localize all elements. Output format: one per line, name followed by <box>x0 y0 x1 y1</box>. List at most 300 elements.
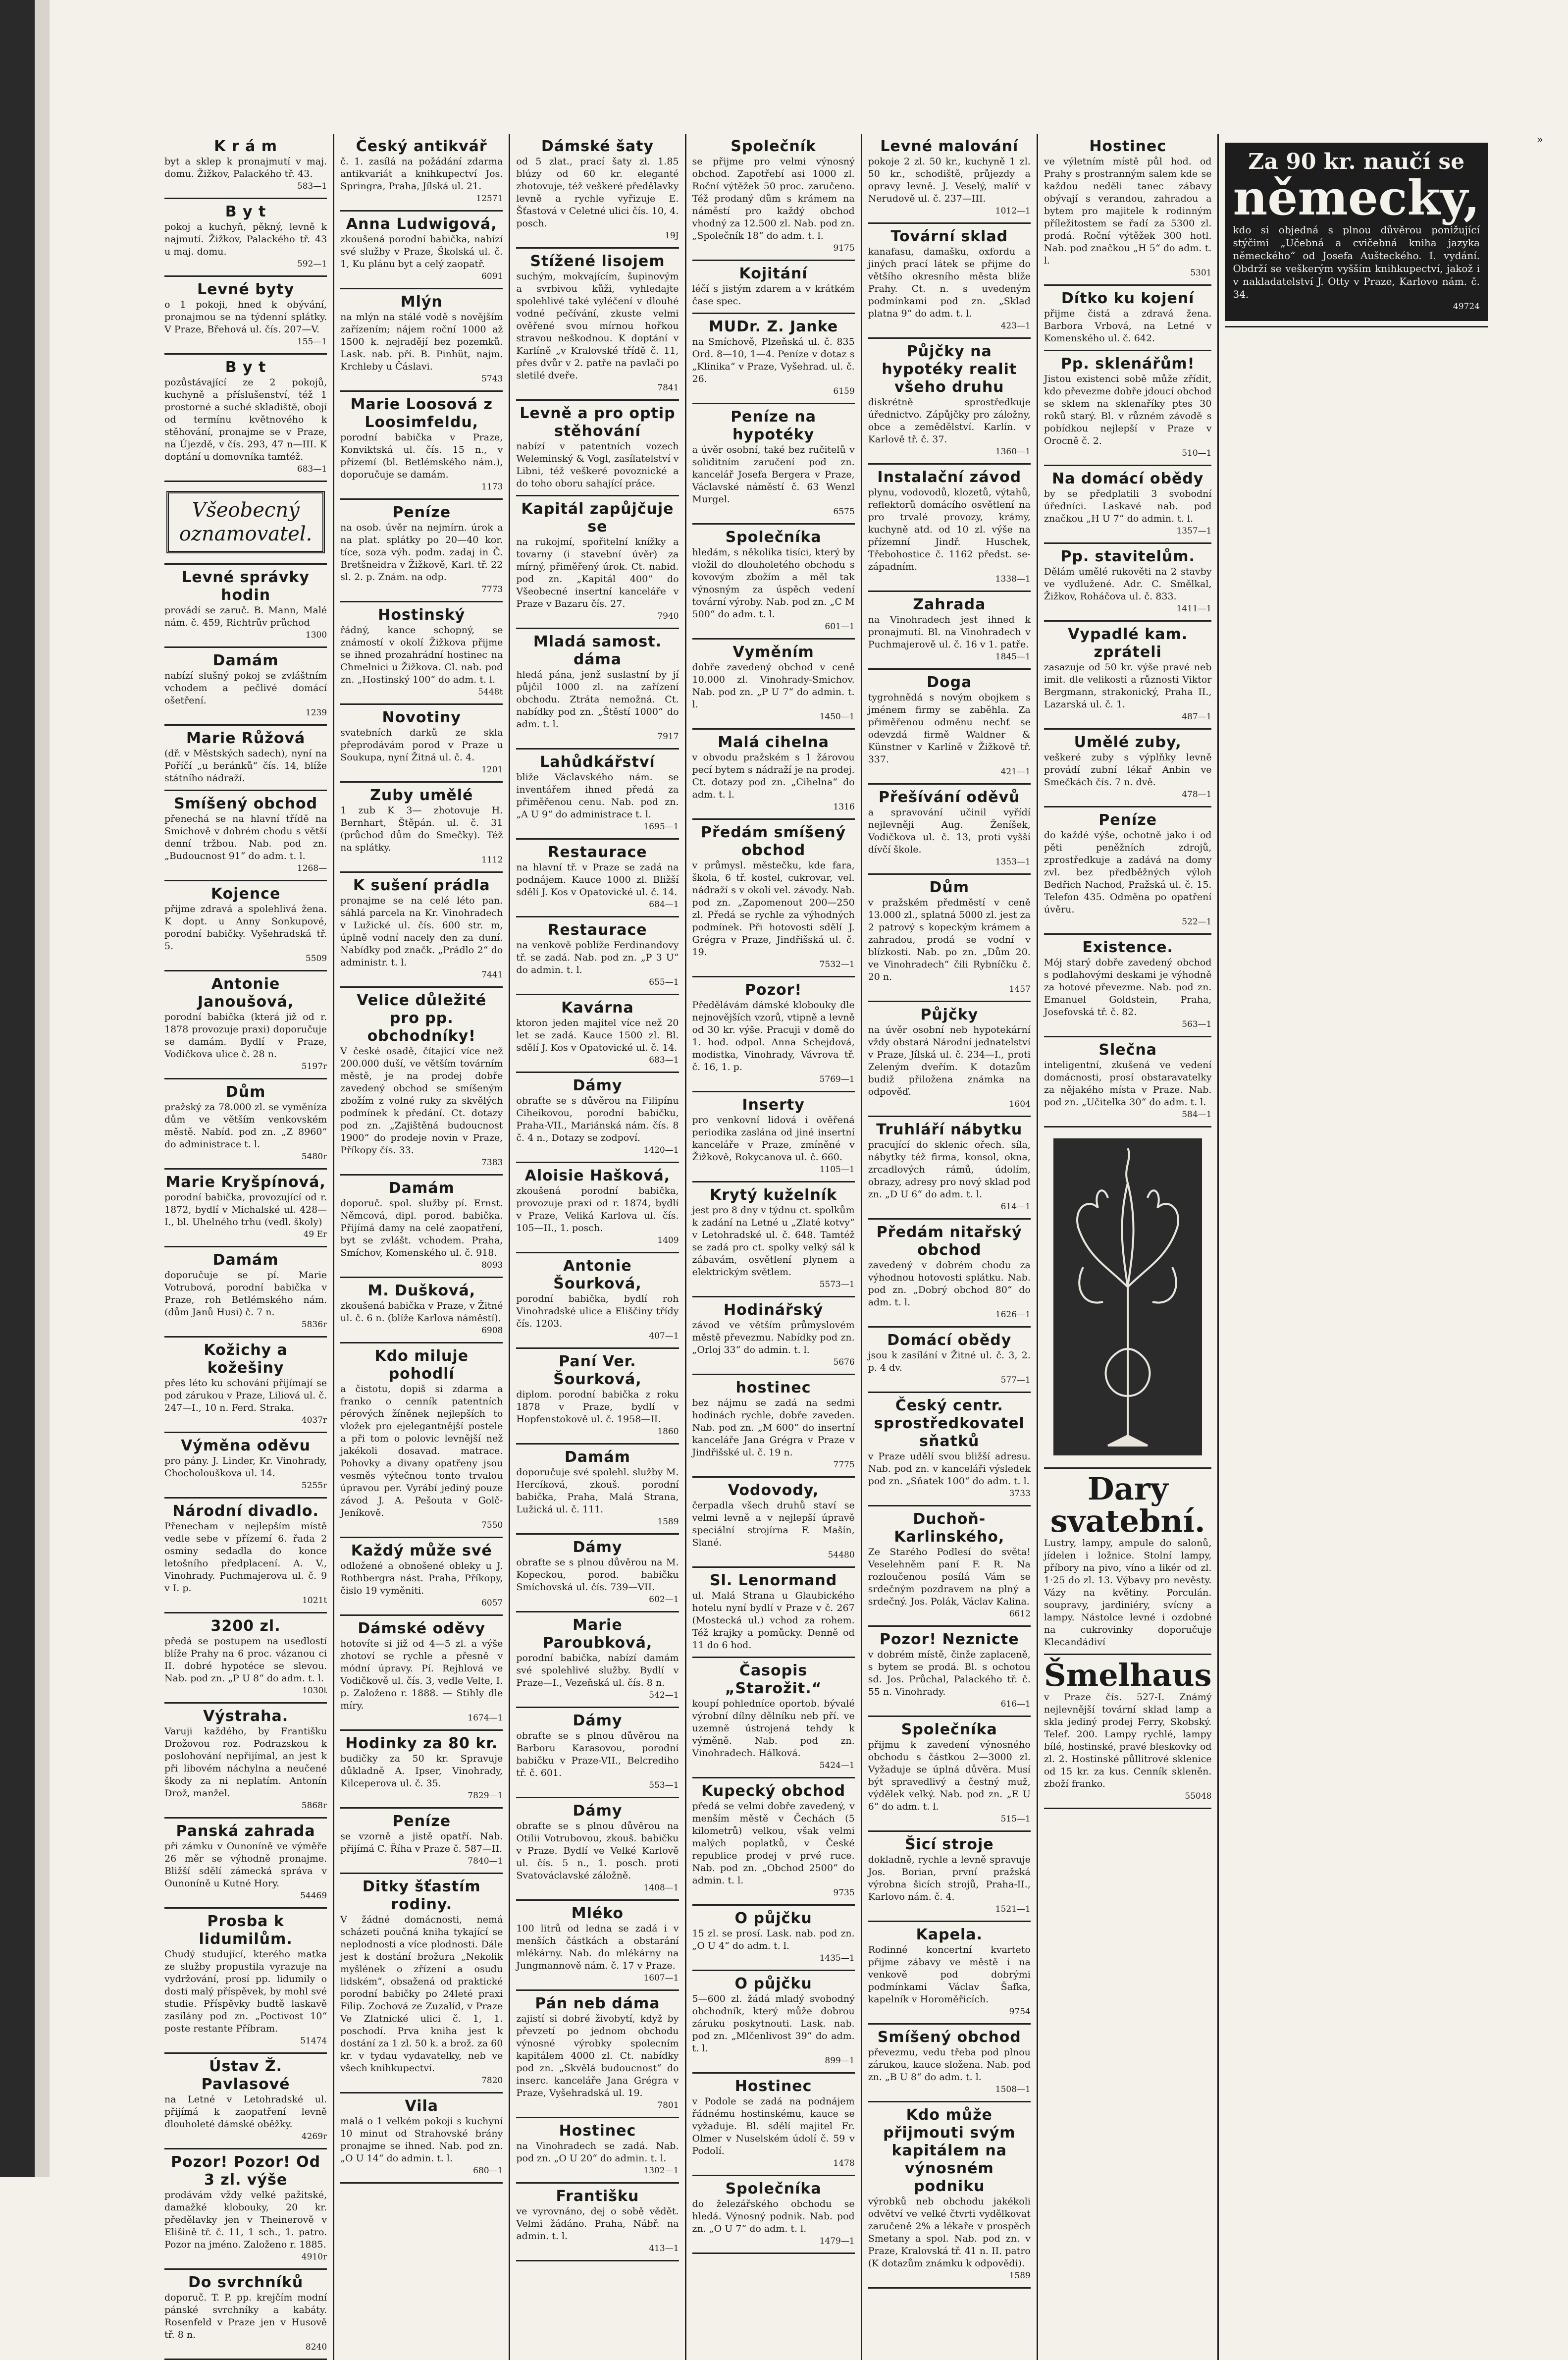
ad-heading: Slečna <box>1098 1041 1157 1059</box>
ad-heading: Hostinec <box>1089 138 1166 155</box>
classified-ad <box>516 1991 679 2118</box>
ad-reference-number: 5743 <box>481 374 503 384</box>
ad-reference-number: 8093 <box>481 1260 503 1270</box>
ad-reference-number: 9175 <box>833 243 855 253</box>
classified-ad <box>868 1328 1031 1393</box>
ad-reference-number: 5676 <box>833 1357 855 1367</box>
ad-text: do každé výše, ochotně jako i od pěti peněžních zdrojů, zprostředkuje a zadává na domy zvl. bez předběžných výloh Bedřich Nachod, Pražská ul. č. 15. Telefon 435. Odměna po opatření úvěru. <box>1044 830 1212 915</box>
ad-heading: Domácí obědy <box>887 1332 1012 1349</box>
classified-ad <box>692 1092 855 1182</box>
ad-reference-number: 1112 <box>481 855 503 865</box>
classified-ad <box>868 670 1031 785</box>
classified-ad <box>868 1506 1031 1627</box>
ad-reference-number: 683—1 <box>649 1055 679 1065</box>
ad-text: a čistotu, dopiš si zdarma a franko o cenník patentních pérových žíněnek nejlepších to vložek pro ejelegantnější postele a při tom o polovic levnější než jakékoli dosavad. matrace. Pohovky a divany opatřeny jsou vesměs výtečnou tonto trvalou úpravou per. Vyrábí jediný pouze závod J. A. Pešouta v Golč-Jeníkově. <box>340 1384 503 1518</box>
ad-heading: Časopis „Starožit.“ <box>725 1662 822 1697</box>
ad-reference-number: 6091 <box>481 271 503 281</box>
ad-column-1 <box>158 134 334 2360</box>
ad-heading: Na domácí obědy <box>1051 470 1204 487</box>
ad-reference-number: 1695—1 <box>643 822 679 832</box>
ad-heading: Instalační závod <box>877 469 1022 486</box>
ad-heading: Šicí stroje <box>904 1836 994 1853</box>
ad-heading: Krytý kuželník <box>710 1186 837 1204</box>
ad-reference-number: 1589 <box>657 1517 679 1527</box>
ad-heading: Sl. Lenormand <box>709 1572 837 1589</box>
classified-ad <box>164 199 327 277</box>
classified-ad <box>164 1247 327 1338</box>
ad-text: doporuč. spol. služby pí. Ernst. Němcová, dipl. porod. babička. Přijímá damy na celé zaopatření, byt se zvlášt. vchodem. Praha, Smíchov, Komenského ul. č. 918. <box>340 1198 503 1258</box>
classified-ad <box>692 2074 855 2176</box>
ad-text: (dř. v Městských sadech), nyní na Poříčí „u beránků“ čís. 14, blíže státního nádraží. <box>164 748 327 784</box>
ad-text: pro pány. J. Linder, Kr. Vinohrady, Chocholouškova ul. 14. <box>164 1455 327 1479</box>
ad-heading: Národní divadlo. <box>172 1502 319 1520</box>
classified-ad <box>516 1612 679 1708</box>
ad-reference-number: 7820 <box>481 2076 503 2086</box>
ad-text: doporučuje své spolehl. služby M. Hercíková, zkouš. porodní babička, Praha, Malá Strana, Lužická ul. č. 111. <box>516 1467 679 1515</box>
ad-heading: Levné byty <box>197 281 295 298</box>
ad-text: Přenecham v nejlepším místě vedle sebe v přízemí 6. řada 2 osminy sedadla do konce letošního předplacení. A. V., Vinohrady. Puchmajerova ul. č. 9 v I. p. <box>164 1521 327 1594</box>
ad-reference-number: 1021t <box>302 1596 327 1606</box>
classified-ad <box>516 1535 679 1612</box>
classified-ad <box>868 1627 1031 1717</box>
ad-text: inteligentní, zkušená ve vedení domácnosti, prosí obstaravatelky za nějakého místa v Praze. Nab. pod zn. „Učitelka 30“ do adm. t. l. <box>1044 1060 1212 1108</box>
ad-heading: Mlýn <box>400 293 443 311</box>
ad-heading: Pp. sklenářům! <box>1060 355 1195 373</box>
ad-text: Ze Starého Podlesí do světa! Veselehněm paní F. R. Na rozloučenou posílá Vám se srdečným pozdravem na plný a srdečný. Jos. Polák, Václav Kalina. <box>868 1547 1031 1607</box>
ad-heading: 3200 zl. <box>210 1617 281 1635</box>
ad-heading: Paní Ver. Šourková, <box>553 1353 642 1388</box>
ad-text: 15 zl. se prosí. Lask. nab. pod zn. „O U 4“ do adm. t. l. <box>692 1928 855 1951</box>
ad-text: zajistí si dobré živobytí, když by převzetí po jednom obchodu výnosné výrobky spolecním kapitálem 4000 zl. Ct. nabídky pod zn. „Skvělá budoucnost“ do inserc. kanceláře Jana Grégra v Praze, Vyšehradská ul. 19. <box>516 2013 679 2098</box>
ad-text: na Smíchově, Plzeňská ul. č. 835 Ord. 8—10, 1—4. Peníze v dotaz s „Klinika“ v Praze, Vyšehrad. ul. č. 26. <box>692 336 855 384</box>
ad-heading: Kavárna <box>561 999 634 1017</box>
classified-ad <box>164 355 327 482</box>
ad-text: na úvěr osobní neb hypotekární vždy obstará Národní jednatelství v Praze, Jílská ul. č. 234—I., proti Zeleným dveřím. K dotazům budiž přiložena známka na odpověď. <box>868 1024 1031 1097</box>
ad-text: diskrétně sprostředkuje úřednictvo. Zápůjčky pro záložny, obce a zemědělství. Karlín. v Karlově tř. č. 37. <box>868 397 1031 445</box>
ad-reference-number: 7917 <box>657 732 679 742</box>
ad-heading: M. Dušková, <box>367 1282 476 1299</box>
classified-ad <box>692 1658 855 1778</box>
ad-reference-number: 1357—1 <box>1176 526 1212 536</box>
ad-heading: Do svrchníků <box>188 2274 304 2291</box>
ad-text: budičky za 50 kr. Spravuje důkladně A. Ipser, Vinohrady, Kilceperova ul. č. 35. <box>340 1753 503 1789</box>
ad-text: nabízí v patentních vozech Weleminský & Vogl, zasílatelství v Libni, též veškeré povoznické a do toho oboru sahající práce. <box>516 441 679 489</box>
ad-columns <box>158 134 1494 2352</box>
ad-reference-number: 1604 <box>1009 1099 1031 1109</box>
classified-ad <box>1044 622 1212 730</box>
classified-ad <box>868 224 1031 339</box>
classified-ad <box>516 917 679 995</box>
ad-reference-number: 6612 <box>1009 1609 1031 1619</box>
ad-text: čerpadla všech druhů staví se velmi levně a v nejlepší úpravě speciální strojírna F. Mašín, Slané. <box>692 1500 855 1548</box>
ad-reference-number: 5197r <box>301 1062 327 1072</box>
ad-text: veškeré zuby s výplňky levně provádí zubní lékař Anbin ve Smečkách čís. 7 n. dvě. <box>1044 752 1212 788</box>
ad-reference-number: 1435—1 <box>819 1953 855 1963</box>
classified-ad <box>1044 1469 1212 1655</box>
classified-ad <box>516 2118 679 2184</box>
ad-column-7 <box>1219 134 1494 2360</box>
ad-reference-number: 563—1 <box>1182 1019 1212 1029</box>
classified-ad <box>692 1778 855 1906</box>
classified-ad <box>1044 351 1212 466</box>
ad-text: ve vyrovnáno, dej o sobě vědět. Velmi žádáno. Praha, Nábř. na admin. t. l. <box>516 2206 679 2242</box>
ad-reference-number: 1338—1 <box>995 574 1031 584</box>
ad-text: a úvěr osobní, také bez ručitelů v soliditním zaručení pod zn. kancelář Josefa Bergera v Praze, Václavské náměstí č. 63 Wenzl Murgel. <box>692 444 855 505</box>
ad-heading: Peníze <box>1098 811 1157 829</box>
ad-text: na hlavní tř. v Praze se zadá na podnájem. Kauce 1000 zl. Bližší sdělí J. Kos v Opatovické ul. č. 14. <box>516 862 679 898</box>
classified-ad <box>692 314 855 404</box>
ad-text: do železářského obchodu se hledá. Výnosný podnik. Nab. pod zn. „O U 7“ do adm. t. l. <box>692 2199 855 2234</box>
ad-heading: Anna Ludwigová, <box>346 215 497 233</box>
ad-reference-number: 616—1 <box>1000 1699 1031 1709</box>
ad-text: doporučuje se pí. Marie Votrubová, porodní babička v Praze, roh Betlémského nám. (dům Janů Husi) č. 7 n. <box>164 1270 327 1318</box>
classified-ad <box>692 1906 855 1971</box>
classified-ad <box>1044 1655 1212 1809</box>
ad-text: bliže Václavského nám. se inventářem ihned předá za přiměřenou cenu. Nab. pod zn. „A U 9“ do administrace t. l. <box>516 772 679 820</box>
ad-text: závod ve větším průmyslovém městě převezmu. Nabídky pod zn. „Orloj 33“ do admin. t. l. <box>692 1320 855 1355</box>
classified-ad <box>692 404 855 525</box>
ad-reference-number: 602—1 <box>649 1595 679 1605</box>
ad-heading: Výstraha. <box>203 1708 289 1725</box>
ad-reference-number: 407—1 <box>649 1331 679 1341</box>
ad-text: pronajme se na celé léto pan. sáhlá parcela na Kr. Vinohradech v Lužické ul. čís. 600 str. m, úplně vodní nacely den za duní. Nabídky pod značk. „Prádlo 2“ do administr. t. l. <box>340 895 503 968</box>
ad-text: Jistou existenci sobě může zřídit, kdo převezme dobře jdoucí obchod se sklem na sklenaříky ptes 30 roků starý. Bl. v různém závodě s pobídkou nejlepší v Praze v Orocně č. 2. <box>1044 374 1212 446</box>
ad-reference-number: 1012—1 <box>995 206 1031 216</box>
classified-ad <box>164 726 327 791</box>
ad-text: 1 zub K 3— zhotovuje H. Bernhart, Štěpán. ul. č. 31 (průchod dům do Smečky). Též na splátky. <box>340 805 503 853</box>
ad-heading: Stížené lisojem <box>530 253 665 270</box>
ad-text: 100 litrů od ledna se zadá i v menších částkách a obstarání mlékárny. Nab. do mlékárny na Jungmannově nám. č. 17 v Praze. <box>516 1923 679 1971</box>
classified-ad <box>692 1375 855 1478</box>
classified-ad <box>164 1499 327 1613</box>
ad-reference-number: 5769—1 <box>819 1074 855 1084</box>
ad-reference-number: 1302—1 <box>643 2166 679 2176</box>
ad-text: obraťte se s plnou důvěrou na M. Kopeckou, porod. babičku Smíchovská ul. čís. 739—VII. <box>516 1557 679 1593</box>
ad-heading: Hodinky za 80 kr. <box>345 1735 498 1752</box>
classified-ad <box>868 1393 1031 1506</box>
ad-column-4 <box>686 134 862 2360</box>
ad-text: zkoušená porodní babička, nabízí své služby v Praze, Školská ul. č. 1, Ku plánu byt a celý zaopatř. <box>340 234 503 269</box>
ad-heading: Damám <box>388 1180 455 1197</box>
classified-ad <box>516 1073 679 1163</box>
ad-reference-number: 1478 <box>833 2158 855 2168</box>
classified-ad <box>692 1297 855 1375</box>
ad-reference-number: 6575 <box>833 507 855 517</box>
ad-reference-number: 5424—1 <box>819 1761 855 1770</box>
ad-reference-number: 54480 <box>828 1550 855 1560</box>
ad-heading: Dámy <box>573 1712 623 1729</box>
classified-ad <box>340 1176 503 1278</box>
german-course-ad <box>1225 143 1488 321</box>
ad-text: přijme zdravá a spolehlivá žena. K dopt. u Anny Sonkupové, porodní babičky. Vyšehradská tř. 5. <box>164 904 327 952</box>
ad-reference-number: 6159 <box>833 386 855 396</box>
ad-reference-number: 1300 <box>305 630 327 640</box>
ad-text: hledá pána, jenž suslastní by jí půjčil 1000 zl. na zařízení obchodu. Ztráta nemožná. Ct. nabídky pod zn. „Štěstí 1000“ do adm. t. l. <box>516 669 679 730</box>
ad-reference-number: 1626—1 <box>995 1310 1031 1320</box>
ad-text: ktoron jeden majitel více než 20 let se zadá. Kauce 1500 zl. Bl. sdělí J. Kos v Opatovické ul. č. 14. <box>516 1018 679 1053</box>
ad-text: hotovíte si již od 4—5 zl. a výše zhotoví se rychle a přesně v módní úpravy. Pí. Rejhlová ve Vodičkově ul. čís. 3, vedle Velte, I. p. Založeno r. 1888. — Stihly dle míry. <box>340 1638 503 1711</box>
ad-heading: B y t <box>225 359 266 376</box>
ad-heading: Dámy <box>573 1802 623 1820</box>
ad-heading: Předám nitařský obchod <box>876 1224 1022 1259</box>
ad-text: jsou k zasílání v Žitné ul. č. 3, 2. p. 4 dv. <box>868 1350 1031 1373</box>
ad-text: byt a sklep k pronajmutí v maj. domu. Žižkov, Palackého tř. 43. <box>164 156 327 179</box>
ad-text: V české osadě, čítající více než 200.000 duší, ve větším továrním městě, je na prodej dobře zavedený obchod se smíšeným zbožím z volné ruky za skvělých podmínek k předání. Ct. dotazy pod zn. „Zajištěná budoucnost 1900“ do prodeje novin v Praze, Příkopy čís. 33. <box>340 1046 503 1156</box>
ad-heading: Damám <box>564 1448 630 1466</box>
classified-ad <box>340 1616 503 1731</box>
ad-heading: Pp. stavitelům. <box>1060 548 1195 565</box>
ad-text: pro venkovní lidová i ověřená periodika zaslána od jiné insertní kanceláře v Praze, zmíněné v Žižkově, Rokycanova ul. č. 660. <box>692 1115 855 1163</box>
ad-text: na venkově poblíže Ferdinandovy tř. se zadá. Nab. pod zn. „P 3 U“ do admin. t. l. <box>516 940 679 975</box>
classified-ad <box>868 2025 1031 2102</box>
classified-ad <box>1044 1127 1212 1469</box>
ad-text: na osob. úvěr na nejmírn. úrok a na plat. splátky po 20—40 kor. tíce, soza výh. podm. zadaj in Č. Bretšneidra v Žižkově, Karl. tř. 22 sl. 2. p. Znám. na odp. <box>340 522 503 583</box>
classified-ad <box>164 1613 327 1704</box>
ad-reference-number: 1411—1 <box>1176 604 1212 614</box>
ad-text: předá se velmi dobře zavedený, v menším městě v Čechách (5 kilometrů) velkou, však velmi malých poplatků, v České republice prodej v prvé ruce. Nab. pod zn. „Obchod 2500“ do admin. t. l. <box>692 1801 855 1886</box>
classified-ad <box>516 750 679 840</box>
ad-heading: Pán neb dáma <box>535 1995 660 2012</box>
classified-ad <box>516 629 679 750</box>
ad-text: č. 1. zasílá na požádání zdarma antikvariát a knihkupectví Jos. Springra, Praha, Jílská ul. 21. <box>340 156 503 192</box>
glassware-illustration <box>1044 1138 1212 1455</box>
ad-heading: Společníka <box>725 529 822 546</box>
ad-reference-number: 515—1 <box>1000 1814 1031 1824</box>
ad-reference-number: 4910r <box>301 2252 327 2262</box>
ad-heading: Dámy <box>573 1077 623 1094</box>
ad-text: ve výletním místě půl hod. od Prahy s prostranným salem kde se každou neděli tanec zábavy obývají s verandou, zahradou a bytem pro majitele k rodinným příležitostem se řadí za 5300 zl. prodá. Roční výtěžek 300 hotl. Nab. pod značkou „H 5“ do adm. t. l. <box>1044 156 1212 266</box>
ad-reference-number: 1408—1 <box>643 1883 679 1893</box>
ad-reference-number: 487—1 <box>1182 712 1212 722</box>
ad-heading: Smíšený obchod <box>877 2029 1021 2046</box>
ad-heading: Antonie Janoušová, <box>197 975 294 1011</box>
ad-reference-number: 1607—1 <box>643 1973 679 1983</box>
ad-heading: Vila <box>405 2097 439 2115</box>
classified-ad <box>868 134 1031 224</box>
ad-reference-number: 5573—1 <box>819 1280 855 1289</box>
ad-text: přenechá se na hlavní třídě na Smíchově v dobrém chodu s větší denní tržbou. Nab. pod zn. „Budoucnost 91“ do adm. t. l. <box>164 813 327 861</box>
ad-heading: Marie Kryšpínová, <box>165 1174 326 1191</box>
ad-heading: Doga <box>927 674 972 691</box>
classified-ad <box>516 1253 679 1349</box>
classified-ad <box>340 602 503 705</box>
ad-text: V žádné domácnosti, nemá scházeti poučná kniha tykající se neplodnosti a více plodnosti. Dále jest k dostání brožura „Nekolik myšlének o zřízení a osudu lidském“, obsažená od praktické porodní babičky po 24leté praxi Filip. Zochová ze Zuzalíd, v Praze Ve Zlatnické ulici č. 1, 1. poschodí. Prva kniha jest k dostání za 1 zl. 50 k. a brož. za 60 kr. v tydau vydavatelky, neb ve všech knihkupectví. <box>340 1914 503 2074</box>
ad-reference-number: 1521—1 <box>995 1904 1031 1914</box>
ad-reference-number: 1316 <box>833 802 855 812</box>
ad-heading: Peníze <box>392 1813 451 1830</box>
ad-heading: Duchoň-Karlinského, <box>894 1510 1005 1546</box>
classified-ad <box>340 1343 503 1538</box>
ad-reference-number: 899—1 <box>825 2056 855 2066</box>
ad-heading: Společníka <box>901 1721 997 1738</box>
ad-text: přijmu k zavedení výnosného obchodu s částkou 2—3000 zl. Vyžaduje se úplná důvěra. Musí být spravedlivý a čestný muž, výdělek velký. Nab. pod zn. „E U 6“ do adm. t. l. <box>868 1739 1031 1812</box>
ad-reference-number: 19J <box>665 231 679 241</box>
ad-text: řádný, kance schopný, se známostí v okolí Žižkova přijme se ihned prozahrádní hostinec na Chmelnici u Žižkova. Cl. nab. pod zn. „Hostinský 100“ do adm. t. l. <box>340 625 503 685</box>
ad-heading: Hostinský <box>378 606 466 624</box>
ad-reference-number: 542—1 <box>649 1690 679 1700</box>
ad-heading: Aloisie Hašková, <box>524 1167 671 1184</box>
classified-ad <box>340 212 503 289</box>
classified-ad <box>692 1568 855 1658</box>
classified-ad <box>516 2184 679 2261</box>
ad-heading: Mladá samost. dáma <box>533 633 662 668</box>
ad-text: ul. Malá Strana u Glaubického hotelu nyní bydlí v Praze v č. 267 (Mostecká ul.) vchod za rohem. Též krajky a pomůcky. Denně od 11 do 6 hod. <box>692 1590 855 1651</box>
ad-text: převezmu, vedu třeba pod plnou zárukou, kauce složena. Nab. pod zn. „B U 8“ do adm. t. l. <box>868 2047 1031 2083</box>
ad-reference-number: 1239 <box>305 708 327 718</box>
ad-reference-number: 583—1 <box>297 181 327 191</box>
ad-reference-number: 1409 <box>657 1235 679 1245</box>
ad-text: od 5 zlat., prací šaty zl. 1.85 blúzy od 60 kr. eleganté zhotovuje, též veškeré předělavky levně a rychle vyřizuje E. Šťastová v Celetné ulici čís. 10, 4. posch. <box>516 156 679 229</box>
ad-reference-number: 7829—1 <box>468 1791 503 1801</box>
ad-heading: Zuby umělé <box>370 787 473 804</box>
ad-text: koupí pohledníce oportob. bývalé výrobní dílny dělníku neb pří. ve uzemně ústrojená tehdy k výměně. Nab. pod zn. Vinohradech. Hálková. <box>692 1698 855 1759</box>
ad-heading: Levné malování <box>880 138 1019 155</box>
ad-text: kdo si objedná s plnou důvěrou ponižující stýčimi „Učebná a cvičebná kniha jazyka německého“ od Josefa Aušteckého. I. vydání. Obdrží se veškerým vyšším knihkupectví, jakož i v nakladatelství J. Otty v Praze, Karlovo nám. č. 34. <box>1233 223 1480 300</box>
classified-ad <box>164 2270 327 2360</box>
ad-reference-number: 7801 <box>657 2100 679 2110</box>
page-mark: » <box>1536 134 1543 146</box>
ad-text: se vzorně a jistě opatří. Nab. přijímá C. Říha v Praze č. 587—II. <box>340 1831 503 1854</box>
ad-reference-number: 1508—1 <box>995 2085 1031 2094</box>
ad-heading: Damám <box>212 1251 279 1269</box>
classified-ad <box>164 277 327 355</box>
ad-heading: Pozor! Pozor! Od 3 zl. výše <box>171 2153 321 2189</box>
ad-text: doporuč. T. P. pp. krejčím modní pánské svrchníky a kabáty. Rosenfeld v Praze jen v Husově tř. 8 n. <box>164 2292 327 2340</box>
ad-text: porodní babička v Praze, Konviktská ul. čís. 15 n., v přízemí (bl. Betlémského nám.), doporučuje se damám. <box>340 432 503 480</box>
classified-ad <box>692 525 855 640</box>
ad-text: v Podole se zadá na podnájem řádnému hostinskému, kauce se vyžaduje. Bl. sdělí majitel Fr. Olmer v Nuselském údolí č. 59 v Podolí. <box>692 2096 855 2156</box>
ad-text: pracující do sklenic ořech. síla, nábytky též firma, konsol, okna, zrcadlových rámů, údolím, obrazy, adresy pro nový sklad pod zn. „D U 6“ do adm. t. l. <box>868 1139 1031 1200</box>
ad-reference-number: 6908 <box>481 1326 503 1336</box>
classified-ad <box>516 1163 679 1253</box>
ad-reference-number: 54469 <box>300 1891 327 1901</box>
ad-heading: Existence. <box>1082 939 1173 956</box>
ad-reference-number: 5255r <box>301 1481 327 1491</box>
ad-text: jest pro 8 dny v týdnu ct. spolkům k zadání na Letné u „Zlaté kotvy“ v Letohradské ul. č. 648. Tamtéž se zadá pro ct. spolky velký sál k zábavám, osvětlení plynem a elektrickým světlem. <box>692 1205 855 1278</box>
ad-text: v dobrém místě, činže zaplaceně, s bytem se prodá. Bl. s ochotou sd. Jos. Průchal, Palackého tř. č. 55 n. Vinohrady. <box>868 1649 1031 1697</box>
ad-column-2 <box>334 134 510 2360</box>
ad-heading: Vodovody, <box>728 1482 819 1499</box>
classified-ad <box>868 1832 1031 1922</box>
ad-reference-number: 1105—1 <box>819 1165 855 1175</box>
classified-ad <box>1044 807 1212 935</box>
ad-heading: Levně a pro optip stěhování <box>520 405 676 440</box>
ad-column-5 <box>862 134 1038 2360</box>
ad-reference-number: 680—1 <box>473 2166 503 2176</box>
classified-ad <box>164 2054 327 2149</box>
ad-heading: Ditky šťastím rodiny. <box>362 1878 481 1913</box>
classified-ad <box>340 1731 503 1809</box>
classified-ad <box>164 791 327 881</box>
classified-ad <box>516 249 679 401</box>
ad-text: hledám, s několika tisíci, který by vložil do dlouholetého obchodu s kovovým zbožím a měl tak výnosným za úspěch vedení tovární výroby. Nab. pod zn. „C M 500“ do adm. t. l. <box>692 547 855 620</box>
classified-ad <box>340 500 503 602</box>
ad-heading: Velice důležité pro pp. obchodníky! <box>357 992 487 1045</box>
classified-ad <box>164 1909 327 2054</box>
ad-heading: Půjčky <box>920 1006 979 1023</box>
classified-ad <box>164 565 327 648</box>
ad-reference-number: 4037r <box>301 1415 327 1425</box>
ad-heading: Malá cihelna <box>718 734 829 751</box>
classified-ad <box>340 2093 503 2184</box>
classified-ad <box>516 1349 679 1445</box>
ad-reference-number: 7840—1 <box>468 1856 503 1866</box>
classified-ad <box>692 640 855 730</box>
ad-heading: Novotiny <box>382 709 461 726</box>
ad-text: léčí s jistým zdarem a v krátkém čase spec. <box>692 283 855 307</box>
ad-reference-number: 51474 <box>300 2036 327 2046</box>
ad-reference-number: 5480r <box>301 1152 327 1162</box>
classified-ad <box>1044 730 1212 807</box>
ad-text: porodní babička (která již od r. 1878 provozuje praxi) doporučuje se damám. Bydlí v Praze, Vodičkova ulice č. 28 n. <box>164 1012 327 1060</box>
ad-text: porodní babička, provozující od r. 1872, bydlí v Michalské ul. 428—I., bl. Uhelného trhu (vedl. školy) <box>164 1192 327 1228</box>
ad-text: Lustry, lampy, ampule do salonů, jídelen i ložnice. Stolní lampy, příbory na pivo, víno a likér od zl. 1·25 do zl. 13. Výbavy pro nevěsty. Vázy na květiny. Porculán. soupravy, jardiniéry, svícny a lampy. Nástolce levné i ozdobné na cukrovinky doporučuje Klecandádiví <box>1044 1538 1212 1648</box>
classified-ad <box>340 1809 503 1874</box>
classified-ad <box>868 785 1031 875</box>
ad-heading: Prosba k lidumilům. <box>199 1913 293 1948</box>
classified-ad <box>868 1922 1031 2025</box>
ad-reference-number: 553—1 <box>649 1780 679 1790</box>
classified-ad <box>164 971 327 1079</box>
ad-heading: Marie Růžová <box>186 730 306 747</box>
ad-text: by se předplatili 3 svobodní úředníci. Laskavé nab. pod značkou „H U 7“ do admin. t. l. <box>1044 488 1212 524</box>
classified-ad <box>516 1445 679 1535</box>
ad-heading: Dámy <box>573 1539 623 1556</box>
classified-ad <box>868 1117 1031 1220</box>
ad-column-6 <box>1038 134 1219 2360</box>
classified-ad <box>692 820 855 977</box>
ad-heading: Mléko <box>571 1905 624 1922</box>
ad-heading: Každý může své <box>351 1542 492 1559</box>
ad-text: na Vinohradech se zadá. Nab. pod zn. „O U 20“ do admin. t. l. <box>516 2141 679 2164</box>
ad-heading: Kupecký obchod <box>701 1782 846 1800</box>
classified-ad <box>340 783 503 873</box>
ad-heading: Antonie Šourková, <box>553 1257 642 1292</box>
ad-text: pokoje 2 zl. 50 kr., kuchyně 1 zl. 50 kr., schodiště, průjezdy a opravy levně. J. Veselý, malíř v Nerudově ul. č. 237—III. <box>868 156 1031 204</box>
ad-heading: MUDr. Z. Janke <box>708 318 838 335</box>
ad-text: při zámku v Ounoníně ve výměře 26 měr se výhodně pronajme. Bližší sdělí zámecká správa v Ounoníně u Kutné Hory. <box>164 1841 327 1889</box>
ad-heading: Dámské šaty <box>541 138 654 155</box>
ad-display-title: Dary svatební. <box>1050 1471 1205 1540</box>
ad-heading: Hodinářský <box>723 1301 824 1319</box>
ad-text: a spravování učinil vyřídí nejlevněji Aug. Ženíšek, Vodičkova ul. č. 13, proti vyšší dívčí škole. <box>868 807 1031 855</box>
ad-reference-number: 6057 <box>481 1598 503 1608</box>
ad-reference-number: 1845—1 <box>995 652 1031 662</box>
ad-text: předá se postupem na usedlostí blíže Prahy na 6 proc. vázanou ci II. dobré hypotéce se slevou. Nab. pod zn. „P U 8“ do adm. t. l. <box>164 1636 327 1684</box>
ad-text: porodní babička, bydlí roh Vinohradské ulice a Eliščiny třídy čís. 1203. <box>516 1293 679 1329</box>
section-banner: Všeobecný oznamovatel. <box>166 491 325 553</box>
ad-text: přes léto ku schování přijímají se pod zárukou v Praze, Liliová ul. č. 247—I., 10 n. Ferd. Straka. <box>164 1378 327 1413</box>
ad-reference-number: 592—1 <box>297 259 327 269</box>
classified-ad <box>1044 544 1212 622</box>
ad-reference-number: 1030t <box>302 1686 327 1696</box>
ad-reference-number: 49724 <box>1453 301 1480 312</box>
ad-heading: B y t <box>225 203 266 220</box>
classified-ad <box>868 339 1031 465</box>
ad-text: v průmysl. městečku, kde fara, škola, 6 tř. kostel, cukrovar, vel. nádraží s v okolí vel. závody. Nab. pod zn. „Zapomenout 200—250 zl. Předá se rychle za výhodných podmínek. Při hotovosti sdělí J. Grégra v Praze, Jindřišská ul. č. 19. <box>692 860 855 958</box>
ad-reference-number: 1860 <box>657 1427 679 1437</box>
ad-heading: Vypadlé kam. zpráteli <box>1068 626 1188 661</box>
ad-lead: Za 90 kr. naučí se <box>1248 149 1465 174</box>
ad-reference-number: 7841 <box>657 383 679 393</box>
classified-ad <box>164 2149 327 2270</box>
ad-heading: hostinec <box>735 1379 811 1396</box>
ad-text: v obvodu pražském s 1 žárovou pecí bytem s nádraží je na prodej. Ct. dotazy pod zn. „Cihelna“ do adm. t. l. <box>692 752 855 800</box>
ad-reference-number: 655—1 <box>649 977 679 987</box>
ad-text: suchým, mokvajícím, šupinovým a svrbivou kůži, vyhledajte spolehlivé také vyléčení v dlouhé vodné pečívání, zkuste velmi ověřené svou mírnou hořkou stravou neškodnou. K doptání v Karlíně „v Kralovské třídě č. 11, přes dvůr v 2. patře na pavlači po sletilé dveře. <box>516 271 679 381</box>
ad-heading: Dítko ku kojení <box>1061 290 1195 307</box>
ad-text: plynu, vodovodů, klozetů, výtahů, reflektorů domácího osvětlení na pro trvalé provozy, krámy, kuchyně atd. od 10 zl. výše na přízemní Jindř. Huschek, Třebohostice č. 1162 předst. se-západním. <box>868 487 1031 572</box>
